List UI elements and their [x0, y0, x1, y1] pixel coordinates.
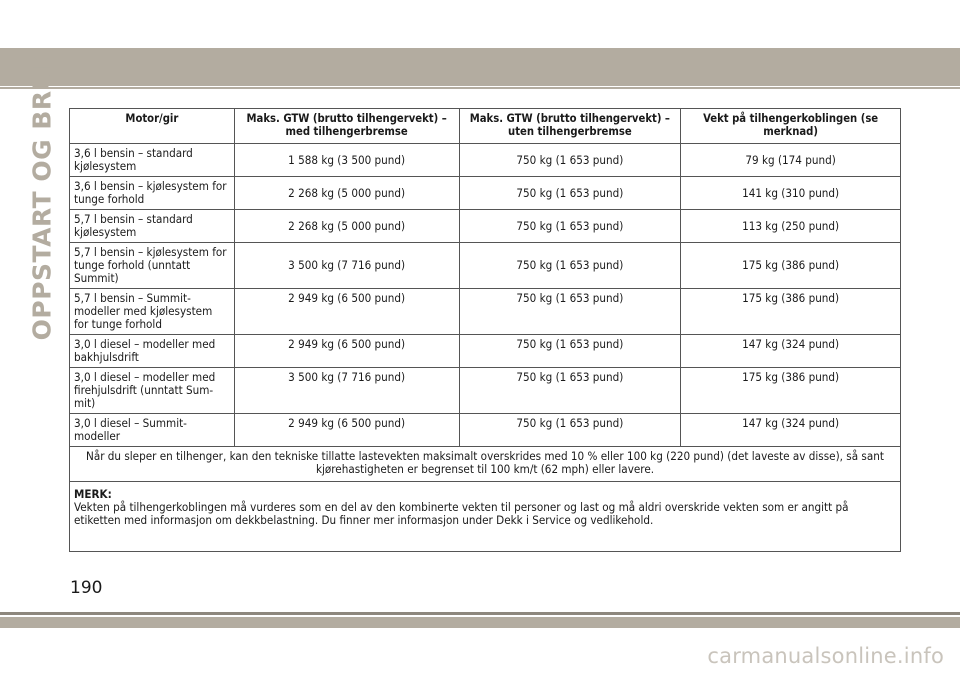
header-motor: Motor/gir	[70, 109, 235, 144]
merk-note	[70, 482, 901, 552]
table-row	[70, 335, 901, 368]
merk-text: Vekten på tilhengerkoblingen må vurderes som en del av den kombinerte vekten til personer og last og må aldri overskride vekten som er angitt på etiketten med informasjon om dekkbelastning. Du finner mer informasjon under Dekk i Service og vedlikehold.	[74, 500, 849, 527]
cell-motor: 3,6 l bensin – standard kjølesystem	[70, 144, 235, 177]
footer-band	[0, 617, 960, 628]
cell-without-brake: 750 kg (1 653 pund)	[459, 368, 681, 414]
cell-without-brake: 750 kg (1 653 pund)	[459, 335, 681, 368]
watermark: carmanualsonline.info	[707, 644, 944, 668]
cell-with-brake: 3 500 kg (7 716 pund)	[234, 368, 459, 414]
cell-motor: 5,7 l bensin – kjølesystem for tunge forhold (unntatt Summit)	[70, 243, 235, 289]
header-without-brake: Maks. GTW (brutto tilhengervekt) – uten tilhengerbremse	[459, 109, 681, 144]
table-row	[70, 368, 901, 414]
table-row	[70, 210, 901, 243]
table-row	[70, 144, 901, 177]
table-row	[70, 243, 901, 289]
cell-with-brake: 2 949 kg (6 500 pund)	[234, 335, 459, 368]
trailer-weight-table	[69, 108, 901, 552]
cell-with-brake: 2 268 kg (5 000 pund)	[234, 177, 459, 210]
table-header-row	[70, 109, 901, 144]
header-band	[0, 48, 960, 86]
towing-note: Når du sleper en tilhenger, kan den tekniske tillatte lastevekten maksimalt overskrides med 10 % eller 100 kg (220 pund) (det laveste av disse), så sant kjørehastigheten er begrenset til 100 km/t (62 mph) eller lavere.	[70, 447, 901, 482]
table-note-row	[70, 447, 901, 482]
table-row	[70, 414, 901, 447]
page-number: 190	[70, 578, 103, 598]
cell-tongue-weight: 147 kg (324 pund)	[681, 335, 901, 368]
header-tongue-weight: Vekt på tilhengerkoblingen (se merknad)	[681, 109, 901, 144]
footer-line	[0, 612, 960, 615]
merk-label: MERK:	[74, 487, 112, 501]
cell-without-brake: 750 kg (1 653 pund)	[459, 289, 681, 335]
cell-tongue-weight: 175 kg (386 pund)	[681, 368, 901, 414]
cell-without-brake: 750 kg (1 653 pund)	[459, 177, 681, 210]
cell-without-brake: 750 kg (1 653 pund)	[459, 144, 681, 177]
table-row	[70, 289, 901, 335]
header-with-brake: Maks. GTW (brutto tilhengervekt) – med tilhengerbremse	[234, 109, 459, 144]
table-row	[70, 177, 901, 210]
cell-motor: 3,6 l bensin – kjølesystem for tunge forhold	[70, 177, 235, 210]
cell-without-brake: 750 kg (1 653 pund)	[459, 210, 681, 243]
cell-tongue-weight: 79 kg (174 pund)	[681, 144, 901, 177]
cell-motor: 5,7 l bensin – Summit-modeller med kjølesystem for tunge forhold	[70, 289, 235, 335]
cell-without-brake: 750 kg (1 653 pund)	[459, 414, 681, 447]
cell-tongue-weight: 175 kg (386 pund)	[681, 289, 901, 335]
cell-with-brake: 2 268 kg (5 000 pund)	[234, 210, 459, 243]
cell-motor: 3,0 l diesel – modeller med bakhjulsdrift	[70, 335, 235, 368]
table-merk-row	[70, 482, 901, 552]
cell-motor: 5,7 l bensin – standard kjølesystem	[70, 210, 235, 243]
header-band-underline	[0, 87, 960, 89]
cell-with-brake: 1 588 kg (3 500 pund)	[234, 144, 459, 177]
cell-with-brake: 2 949 kg (6 500 pund)	[234, 289, 459, 335]
cell-tongue-weight: 147 kg (324 pund)	[681, 414, 901, 447]
section-side-title-text: OPPSTART OG BRUK	[27, 49, 57, 341]
cell-motor: 3,0 l diesel – modeller med firehjulsdrift (unntatt Sum-mit)	[70, 368, 235, 414]
cell-with-brake: 3 500 kg (7 716 pund)	[234, 243, 459, 289]
cell-with-brake: 2 949 kg (6 500 pund)	[234, 414, 459, 447]
cell-without-brake: 750 kg (1 653 pund)	[459, 243, 681, 289]
cell-tongue-weight: 175 kg (386 pund)	[681, 243, 901, 289]
cell-tongue-weight: 113 kg (250 pund)	[681, 210, 901, 243]
cell-motor: 3,0 l diesel – Summit-modeller	[70, 414, 235, 447]
section-side-title	[18, 49, 66, 341]
cell-tongue-weight: 141 kg (310 pund)	[681, 177, 901, 210]
